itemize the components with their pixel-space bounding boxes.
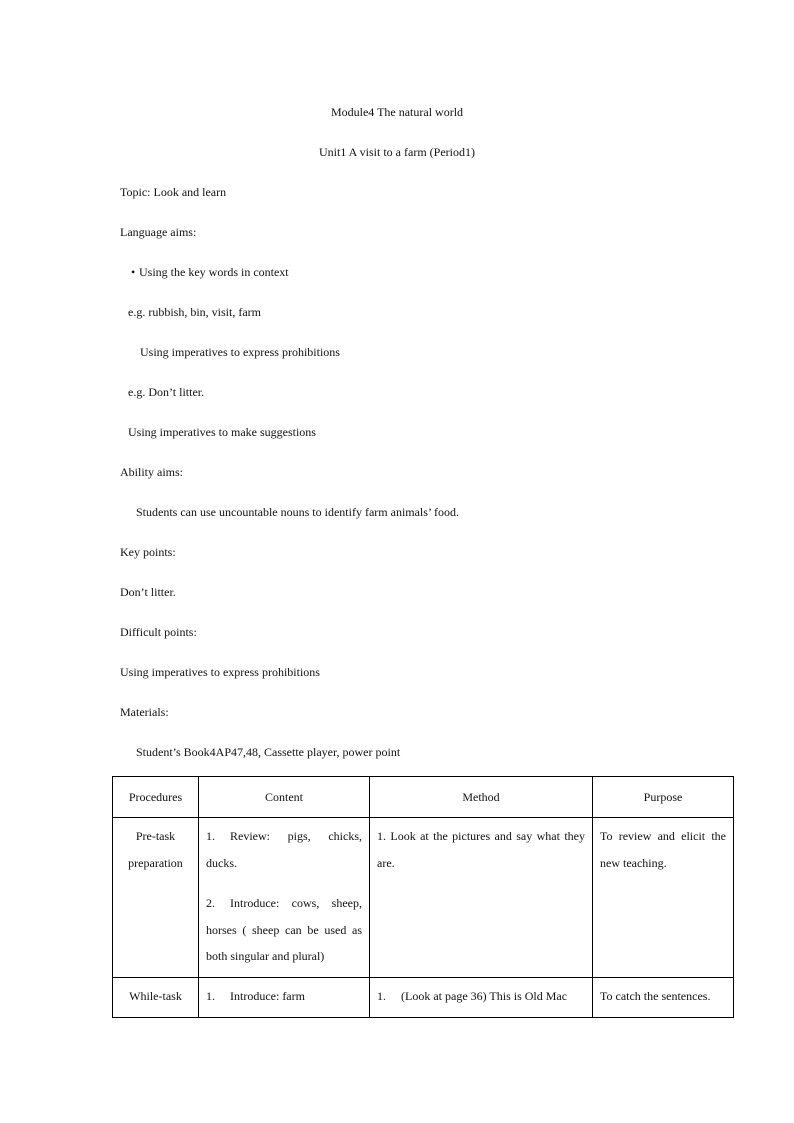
content-cell — [199, 818, 370, 978]
language-aims-label: Language aims: — [120, 225, 197, 239]
table-row — [113, 818, 734, 978]
bullet-icon: • — [131, 265, 136, 279]
header-procedures: Procedures — [113, 777, 199, 818]
item-text: Review: pigs, chicks, ducks. — [206, 829, 362, 870]
header-method: Method — [370, 777, 593, 818]
language-aims-item-1 — [131, 264, 289, 280]
lesson-plan-table — [112, 776, 734, 1018]
language-aims-item-1-text: Using the key words in context — [139, 265, 289, 279]
content-item — [206, 983, 362, 1010]
item-number: 2. — [206, 896, 215, 910]
header-content: Content — [199, 777, 370, 818]
language-aims-example-2: e.g. Don’t litter. — [128, 385, 205, 399]
item-text: Introduce: cows, sheep, horses ( sheep can be used as both singular and plural) — [206, 896, 362, 963]
language-aims-item-2: Using imperatives to express prohibitions — [140, 345, 340, 359]
key-points-text: Don’t litter. — [120, 585, 176, 599]
table-header-row — [113, 777, 734, 818]
item-number: 1. — [206, 829, 215, 843]
table-row — [113, 978, 734, 1018]
procedure-cell: Pre-task preparation — [113, 818, 199, 978]
content-item — [206, 823, 362, 876]
language-aims-example-1: e.g. rubbish, bin, visit, farm — [128, 305, 261, 319]
materials-label: Materials: — [120, 705, 169, 719]
key-points-label: Key points: — [120, 545, 176, 559]
method-cell: 1. Look at the pictures and say what they are. — [370, 818, 593, 978]
method-cell: 1. (Look at page 36) This is Old Mac — [370, 978, 593, 1018]
content-cell — [199, 978, 370, 1018]
ability-aims-text: Students can use uncountable nouns to identify farm animals’ food. — [136, 505, 460, 519]
header-purpose: Purpose — [593, 777, 734, 818]
content-item — [206, 890, 362, 970]
document-subtitle: Unit1 A visit to a farm (Period1) — [319, 145, 475, 159]
ability-aims-label: Ability aims: — [120, 465, 183, 479]
purpose-cell: To catch the sentences. — [593, 978, 734, 1018]
purpose-cell: To review and elicit the new teaching. — [593, 818, 734, 978]
document-title: Module4 The natural world — [330, 105, 464, 119]
item-number: 1. — [206, 989, 215, 1003]
materials-text: Student’s Book4AP47,48, Cassette player, power point — [136, 745, 401, 759]
difficult-points-label: Difficult points: — [120, 625, 197, 639]
language-aims-item-3: Using imperatives to make suggestions — [128, 425, 316, 439]
difficult-points-text: Using imperatives to express prohibitions — [120, 665, 320, 679]
item-text: Introduce: farm — [230, 989, 305, 1003]
topic-line: Topic: Look and learn — [120, 185, 227, 199]
procedure-cell: While-task — [113, 978, 199, 1018]
